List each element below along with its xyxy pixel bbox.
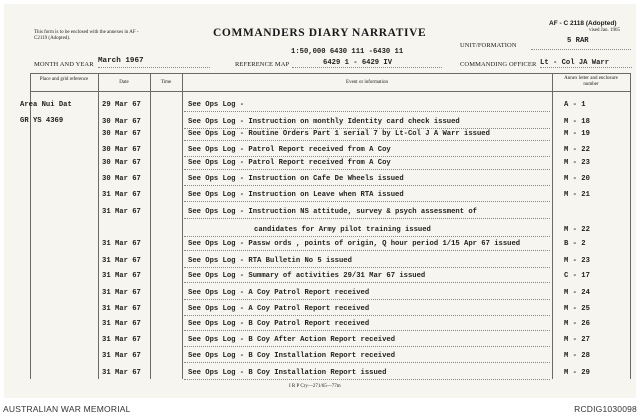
form-revised: vised Jan. 1965: [589, 28, 620, 33]
row-dotted-line: [184, 169, 550, 170]
row-date: 30 Mar 67: [102, 130, 141, 138]
archive-reference: RCDIG1030098: [574, 404, 637, 414]
form-code: AF - C 2118 (Adopted): [549, 20, 617, 27]
row-date: 30 Mar 67: [102, 118, 141, 126]
col-divider-time: [150, 73, 151, 379]
row-event: See Ops Log - A Coy Patrol Report received: [188, 289, 370, 297]
row-annex: M - 21: [564, 191, 590, 199]
table-right-border: [630, 73, 631, 379]
row-event: See Ops Log - Instruction on monthly Identity card check issued: [188, 118, 460, 126]
row-dotted-line: [184, 218, 550, 219]
form-note: This form is to be enclosed with the annexes in AF - C2119 (Adopted).: [34, 30, 139, 41]
row-event: See Ops Log - Routine Orders Part 1 serial 7 by Lt-Col J A Warr issued: [188, 130, 490, 138]
unit-dotted-line: [531, 49, 631, 50]
row-date: 30 Mar 67: [102, 159, 141, 167]
row-dotted-line: [184, 128, 550, 129]
table-header-border: [30, 91, 630, 92]
row-date: 31 Mar 67: [102, 369, 141, 377]
row-annex: M - 22: [564, 146, 590, 154]
row-dotted-line: [184, 362, 550, 363]
row-annex: M - 23: [564, 257, 590, 265]
row-event: candidates for Army pilot training issued: [254, 226, 431, 234]
row-annex: M - 27: [564, 336, 590, 344]
row-event: See Ops Log - Summary of activities 29/31 Mar 67 issued: [188, 272, 426, 280]
row-annex: M - 22: [564, 226, 590, 234]
page-title: COMMANDERS DIARY NARRATIVE: [213, 27, 427, 39]
col-header-annex: Annex letter and enclosure number: [564, 76, 618, 87]
row-date: 31 Mar 67: [102, 191, 141, 199]
row-date: 31 Mar 67: [102, 272, 141, 280]
row-annex: M - 29: [564, 369, 590, 377]
row-event: See Ops Log - B Coy After Action Report received: [188, 336, 396, 344]
row-dotted-line: [184, 201, 550, 202]
row-event: See Ops Log - Patrol Report received from A Coy: [188, 159, 391, 167]
row-date: 29 Mar 67: [102, 101, 141, 109]
col-divider-annex: [552, 73, 553, 379]
month-dotted-line: [98, 67, 210, 68]
row-date: 31 Mar 67: [102, 352, 141, 360]
archive-name: AUSTRALIAN WAR MEMORIAL: [3, 404, 131, 414]
row-event: See Ops Log - RTA Bulletin No 5 issued: [188, 257, 352, 265]
row-dotted-line: [184, 140, 550, 141]
co-label: COMMANDING OFFICER: [460, 61, 537, 68]
month-value: March 1967: [98, 57, 144, 65]
map-value-1: 1:50,000 6430 111 -6430 11: [291, 48, 404, 56]
co-value: Lt - Col JA Warr: [540, 59, 610, 67]
row-date: 31 Mar 67: [102, 240, 141, 248]
row-date: 31 Mar 67: [102, 208, 141, 216]
row-event: See Ops Log - B Coy Installation Report received: [188, 352, 396, 360]
row-event: See Ops Log - B Coy Installation Report issued: [188, 369, 387, 377]
row-event: See Ops Log - Instruction on Leave when RTA issued: [188, 191, 404, 199]
row-date: 31 Mar 67: [102, 289, 141, 297]
row-dotted-line: [184, 111, 550, 112]
row-event: See Ops Log - A Coy Patrol Report received: [188, 305, 370, 313]
printer-line: I R P Cry—271/65—77m: [289, 384, 341, 389]
col-header-time: Time: [160, 80, 172, 85]
col-header-event: Event or information: [346, 80, 388, 85]
row-annex: M - 24: [564, 289, 590, 297]
map-label: REFERENCE MAP: [235, 61, 290, 68]
row-annex: M - 25: [564, 305, 590, 313]
row-annex: A - 1: [564, 101, 586, 109]
row-dotted-line: [184, 315, 550, 316]
diary-sheet: [4, 4, 636, 398]
row-annex: M - 28: [564, 352, 590, 360]
map-value-2: 6429 1 - 6429 IV: [323, 59, 393, 67]
row-annex: B - 2: [564, 240, 586, 248]
row-dotted-line: [184, 250, 550, 251]
row-dotted-line: [184, 282, 550, 283]
map-dotted-line: [292, 67, 442, 68]
row-dotted-line: [184, 236, 550, 237]
archive-footer: [0, 398, 640, 418]
row-event: See Ops Log - B Coy Patrol Report received: [188, 320, 370, 328]
row-date: 31 Mar 67: [102, 257, 141, 265]
row-dotted-line: [184, 299, 550, 300]
row-event: See Ops Log -: [188, 101, 245, 109]
row-date: 31 Mar 67: [102, 305, 141, 313]
col-header-place: Place and grid reference: [39, 77, 89, 82]
row-dotted-line: [184, 346, 550, 347]
row-event: See Ops Log - Patrol Report received from A Coy: [188, 146, 391, 154]
row-event: See Ops Log - Instruction on Cafe De Wheels issued: [188, 175, 404, 183]
co-dotted-line: [540, 67, 632, 68]
place-entry: Area Nui Dat: [20, 101, 72, 109]
row-date: 31 Mar 67: [102, 336, 141, 344]
row-dotted-line: [184, 379, 550, 380]
table-top-border: [30, 73, 630, 74]
row-dotted-line: [184, 156, 550, 157]
row-dotted-line: [184, 330, 550, 331]
col-divider-event: [182, 73, 183, 379]
row-date: 30 Mar 67: [102, 146, 141, 154]
row-annex: M - 20: [564, 175, 590, 183]
row-annex: M - 26: [564, 320, 590, 328]
row-date: 31 Mar 67: [102, 320, 141, 328]
row-dotted-line: [184, 267, 550, 268]
row-annex: C - 17: [564, 272, 590, 280]
row-annex: M - 18: [564, 118, 590, 126]
col-divider-date: [98, 73, 99, 379]
unit-value: 5 RAR: [567, 37, 589, 45]
row-event: See Ops Log - Passw ords , points of origin, Q hour period 1/15 Apr 67 issued: [188, 240, 521, 248]
col-header-date: Date: [119, 80, 129, 85]
row-annex: M - 23: [564, 159, 590, 167]
place-entry: GR YS 4369: [20, 117, 64, 125]
row-date: 30 Mar 67: [102, 175, 141, 183]
month-label: MONTH AND YEAR: [34, 61, 94, 68]
row-dotted-line: [184, 185, 550, 186]
unit-label: UNIT/FORMATION: [460, 42, 517, 49]
row-event: See Ops Log - Instruction NS attitude, survey & psych assessment of: [188, 208, 477, 216]
row-annex: M - 19: [564, 130, 590, 138]
